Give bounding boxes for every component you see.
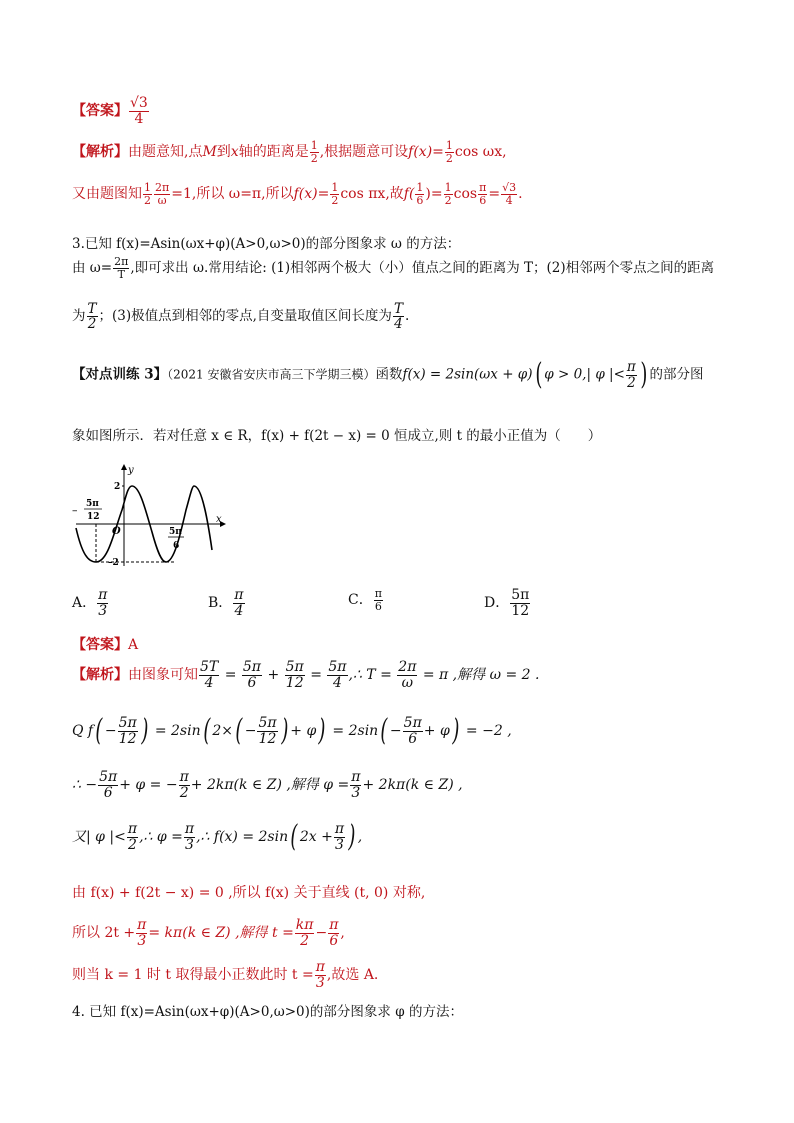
paren: ) (280, 713, 288, 749)
fraction: $\frac{5\pi}{12}$ (285, 659, 304, 691)
text: ,∴ φ = (139, 829, 183, 846)
text: − (315, 925, 328, 942)
paren: ) (348, 819, 356, 855)
analysis-2-line-1: 【解析】由图象可知 $\frac{5T}{4}$ = $\frac{5\pi}{6}$ + $\frac{5\pi}{12}$ = $\frac{5\pi}{4}$ ,∴ T = $\frac{2\pi}{\omega}$ = π ,解得 ω = 2 . (72, 659, 540, 691)
fraction: $\frac{\pi}{6}$ (329, 917, 339, 949)
neg-sign: – (72, 504, 78, 517)
text: + 2kπ(k ∈ Z) ,解得 φ = (190, 777, 350, 794)
paren: ( (202, 713, 210, 749)
method-3-title: 3.已知 f(x)=Asin(ωx+φ)(A>0,ω>0)的部分图象求 ω 的方法： (72, 236, 461, 252)
fraction: $\frac{5\pi}{6}$ (99, 769, 118, 801)
fraction: $\frac{2\pi}{\omega}$ (398, 659, 417, 691)
analysis-2-line-6 (72, 918, 345, 948)
neg-den: 12 (87, 512, 100, 522)
text: + φ = − (119, 777, 178, 794)
left-paren: ( (534, 357, 542, 392)
fraction: $\frac{1}{2}$ (444, 181, 452, 207)
fraction: $\frac{\pi}{3}$ (315, 959, 325, 991)
text: =1,所以 ω=π,所以 (171, 186, 294, 203)
fraction: $\frac{\pi}{2}$ (127, 821, 138, 853)
fraction: $\frac{1}{6}$ (416, 181, 424, 207)
text: . (404, 308, 410, 325)
text: 的部分图 (649, 366, 704, 383)
option-label: A． (72, 595, 97, 612)
text: 由 ω= (72, 260, 113, 276)
right-paren: ) (640, 357, 648, 392)
text: ,∴ T = (348, 667, 392, 684)
text: ∴ − (72, 777, 98, 794)
sine-graph (70, 462, 230, 572)
text: + φ (290, 723, 317, 740)
text: ,∴ f(x) = 2sin (196, 829, 289, 846)
paren: ) (452, 713, 460, 749)
text: 2x + (299, 829, 333, 846)
text: , (340, 925, 345, 942)
text: = π ,解得 ω = 2 . (422, 667, 540, 684)
text: = 2sin (154, 723, 201, 740)
fraction: $\frac{\pi}{3}$ (351, 769, 361, 801)
fraction: $\frac{5\pi}{6}$ (403, 715, 422, 747)
fraction: $\frac{2\pi}{\omega}$ (155, 181, 170, 207)
text: ,根据题意可设 (319, 144, 409, 161)
text: 到 (216, 144, 231, 161)
method-3-line-2 (72, 256, 714, 281)
option-label: D． (484, 595, 510, 612)
option-label: C． (348, 592, 373, 609)
analysis-1-line-2 (72, 182, 523, 206)
option-c[interactable] (348, 588, 384, 612)
fraction: $\frac{5\pi}{12}$ (258, 715, 277, 747)
text: = kπ(k ∈ Z) ,解得 t = (148, 925, 294, 942)
analysis-2-line-7 (72, 960, 378, 990)
answer-label: 【答案】 (72, 637, 128, 653)
text: f(x)= (293, 186, 330, 203)
text: ,故选 A. (326, 967, 379, 984)
option-b[interactable] (208, 588, 246, 618)
exercise-line-2: 象如图所示．若对任意 x ∈ R，f(x) + f(2t − x) = 0 恒成立,则 t 的最小正值为（ ） (72, 428, 602, 444)
text: + φ (423, 723, 450, 740)
fraction: $\frac{\pi}{2}$ (179, 769, 189, 801)
text: M (202, 144, 217, 161)
pos-num: 5π (169, 527, 182, 537)
text: ,即可求出 ω.常用结论: (1)相邻两个极大（小）值点之间的距离为 T；(2)相邻两个零点之间的距离 (130, 260, 715, 276)
text: 函数 (375, 366, 403, 383)
fraction: $\frac{5\pi}{4}$ (328, 659, 347, 691)
text: 则当 k = 1 时 t 取得最小正数此时 t = (72, 967, 314, 984)
fraction: $\frac{T}{2}$ (87, 301, 97, 333)
text: )= (425, 186, 443, 203)
analysis-1-line-1 (72, 140, 507, 164)
text: = −2 , (465, 723, 512, 740)
text: φ > 0,| φ |< (544, 366, 625, 383)
text: cos ωx, (454, 144, 507, 161)
paren: ) (141, 713, 149, 749)
text: f(x)= (408, 144, 444, 161)
fraction: $\frac{1}{2}$ (310, 139, 318, 165)
minus-two-label: –2 (108, 558, 119, 568)
text: Q f (72, 723, 94, 740)
text: . (518, 186, 523, 203)
paren: ( (290, 819, 298, 855)
fraction: $\frac{5\pi}{12}$ (511, 587, 530, 619)
function-expression: f(x) = 2sin(ωx + φ) (402, 366, 533, 383)
answer-fraction: $\frac{√3}{4}$ (130, 95, 148, 127)
paren: ) (318, 713, 326, 749)
text: f( (403, 186, 415, 203)
option-label: B． (208, 595, 233, 612)
analysis-2-line-5: 由 f(x) + f(2t − x) = 0 ,所以 f(x) 关于直线 (t, 0) 对称, (72, 885, 426, 901)
fraction: $\frac{\pi}{3}$ (334, 821, 345, 853)
y-label: y (128, 465, 134, 476)
exercise-label: 【对点训练 3】 (72, 366, 168, 383)
text: = 2sin (332, 723, 379, 740)
text: cos πx,故 (340, 186, 404, 203)
fraction: $\frac{\pi}{3}$ (98, 587, 108, 619)
fraction: $\frac{5T}{4}$ (200, 659, 219, 691)
text: 2× (212, 723, 233, 740)
exercise-source: （2021 安徽省安庆市高三下学期三模） (167, 367, 376, 382)
paren: ( (380, 713, 388, 749)
fraction: $\frac{√3}{4}$ (502, 181, 517, 207)
analysis-2-line-2: Q f( − $\frac{5\pi}{12}$ ) = 2sin( 2×( − $\frac{5\pi}{12}$ ) + φ) = 2sin( − $\frac{5\pi}{6}$ + φ) = −2 , (72, 713, 512, 749)
text: 为 (72, 308, 86, 325)
text: 所以 2t + (72, 925, 136, 942)
paren: ( (95, 713, 103, 749)
text: 又| φ |< (72, 829, 126, 846)
method-3-line-3 (72, 302, 409, 331)
answer-label: 【答案】 (72, 103, 128, 120)
fraction: $\frac{\pi}{3}$ (184, 821, 195, 853)
fraction: $\frac{5\pi}{6}$ (242, 659, 261, 691)
fraction: $\frac{k\pi}{2}$ (295, 917, 314, 949)
fraction: $\frac{\pi}{2}$ (626, 359, 636, 391)
text: + 2kπ(k ∈ Z) , (362, 777, 463, 794)
pos-den: 6 (173, 541, 180, 551)
fraction: $\frac{T}{4}$ (393, 301, 403, 333)
neg-num: 5π (86, 499, 99, 509)
text: 轴的距离是 (238, 144, 309, 161)
x-label: x (216, 514, 222, 525)
text: x (230, 144, 239, 161)
analysis-2-line-4 (72, 819, 363, 855)
answer-1 (72, 96, 150, 126)
fraction: $\frac{\pi}{3}$ (137, 917, 147, 949)
analysis-label: 【解析】 (72, 667, 128, 684)
text: = (488, 186, 501, 203)
fraction: $\frac{1}{2}$ (445, 139, 453, 165)
exercise-line-1 (72, 357, 704, 392)
two-label: 2 (114, 482, 121, 492)
text: ；(3)极值点到相邻的零点,自变量取值区间长度为 (98, 308, 392, 325)
text: , (357, 829, 363, 846)
option-a[interactable] (72, 588, 109, 618)
fraction: $\frac{\pi}{6}$ (374, 587, 382, 613)
text: 由图象可知 (128, 667, 198, 684)
method-4-title: 4. 已知 f(x)=Asin(ωx+φ)(A>0,ω>0)的部分图象求 φ 的方法： (72, 1004, 463, 1020)
fraction: $\frac{1}{2}$ (331, 181, 339, 207)
paren: ( (235, 713, 243, 749)
fraction: $\frac{\pi}{6}$ (479, 181, 487, 207)
fraction: $\frac{1}{2}$ (144, 181, 151, 207)
fraction: $\frac{5\pi}{12}$ (118, 715, 137, 747)
text: 又由题图知 (72, 186, 142, 203)
answer-2 (72, 634, 138, 654)
analysis-2-line-3 (72, 770, 463, 800)
origin-label: O (112, 526, 121, 537)
fraction: $\frac{\pi}{4}$ (234, 587, 244, 619)
text: 由题意知,点 (128, 144, 203, 161)
option-d[interactable] (484, 588, 531, 618)
y-axis-arrow (121, 464, 127, 470)
analysis-label: 【解析】 (72, 144, 128, 161)
text: cos (453, 186, 478, 203)
fraction: $\frac{2\pi}{T}$ (114, 255, 129, 281)
answer-value: A (128, 637, 139, 653)
